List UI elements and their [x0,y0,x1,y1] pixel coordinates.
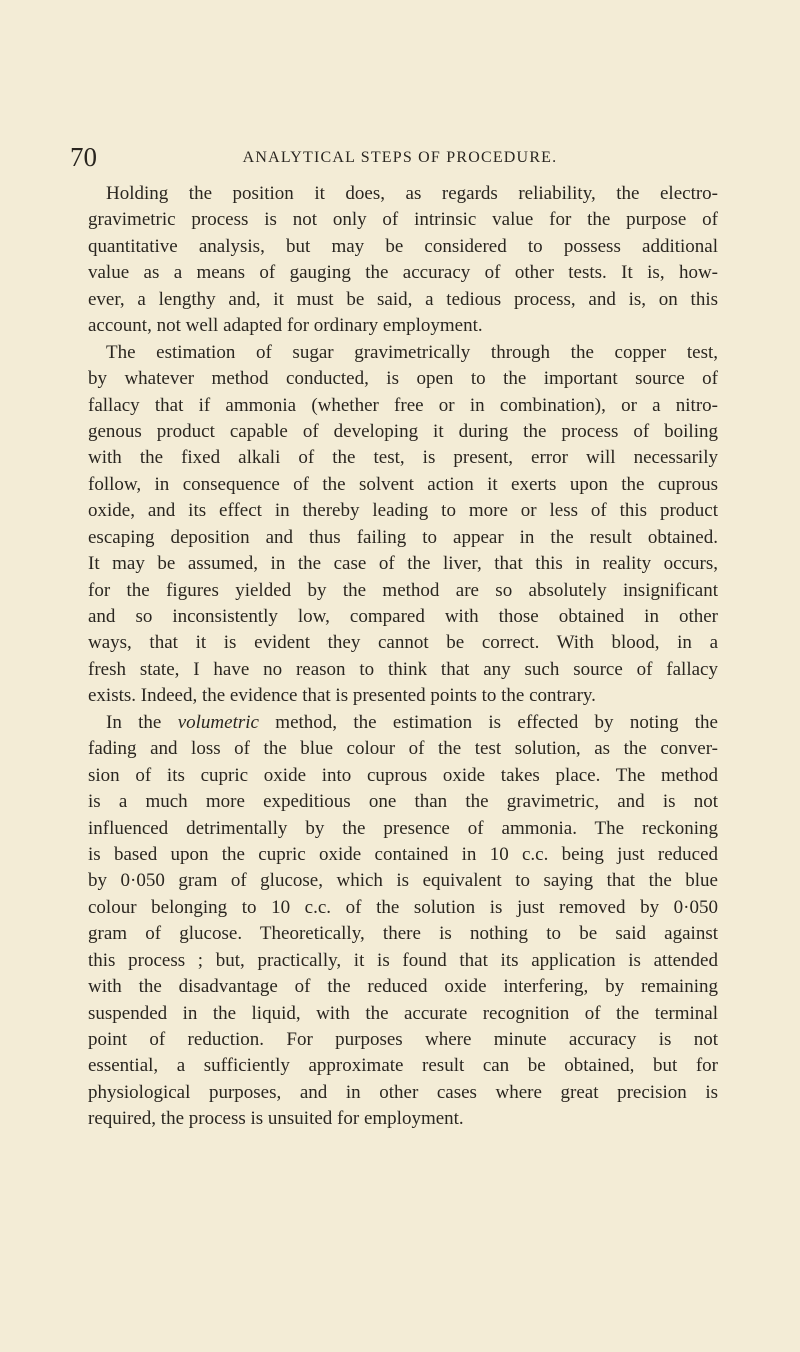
text-line: for the figures yielded by the method are so absolutely insignificant [88,579,718,601]
text-line: is a much more expeditious one than the gravimetric, and is not [88,791,718,813]
text-line: gravimetric process is not only of intrinsic value for the purpose of [88,209,718,231]
text-line: influenced detrimentally by the presence of ammonia. The reckoning [88,817,718,839]
text-line: fading and loss of the blue colour of the test solution, as the conver- [88,738,718,760]
text-line: ever, a lengthy and, it must be said, a tedious process, and is, on this [88,288,718,310]
text-line: and so inconsistently low, compared with those obtained in other [88,606,718,627]
text-line: ways, that it is evident they cannot be correct. With blood, in a [88,632,718,654]
text-line: fresh state, I have no reason to think that any such source of fallacy [88,658,718,680]
page-number: 70 [70,142,97,172]
text-line: It may be assumed, in the case of the liver, that this in reality occurs, [88,553,718,575]
text-line: with the fixed alkali of the test, is present, error will necessarily [88,447,718,469]
text-line: is based upon the cupric oxide contained in 10 c.c. being just reduced [88,843,718,865]
text-line: this process ; but, practically, it is found that its application is attended [88,949,718,971]
text-run: In the [106,711,178,733]
text-line: fallacy that if ammonia (whether free or in combination), or a nitro- [88,394,718,416]
text-line: by whatever method conducted, is open to the important source of [88,368,718,390]
text-line: point of reduction. For purposes where minute accuracy is not [88,1029,718,1050]
text-line: follow, in consequence of the solvent action it exerts upon the cuprous [88,473,718,495]
text-line: quantitative analysis, but may be considered to possess additional [88,235,718,257]
text-line: exists. Indeed, the evidence that is presented points to the contrary. [88,685,596,707]
italic-term: volumetric [177,711,259,733]
page-header [70,142,730,172]
text-line: suspended in the liquid, with the accurate recognition of the terminal [88,1002,718,1024]
text-line [88,710,718,736]
text-line: physiological purposes, and in other cases where great precision is [88,1081,718,1103]
text-line: account, not well adapted for ordinary employment. [88,315,483,337]
body-text [88,181,718,1133]
text-line: colour belonging to 10 c.c. of the solution is just removed by 0·050 [88,896,718,918]
text-line: oxide, and its effect in thereby leading to more or less of this product [88,500,718,522]
text-line: by 0·050 gram of glucose, which is equivalent to saying that the blue [88,870,718,892]
text-line: Holding the position it does, as regards reliability, the electro- [106,183,718,204]
text-line: The estimation of sugar gravimetrically through the copper test, [106,341,718,363]
text-line: escaping deposition and thus failing to appear in the result obtained. [88,526,718,548]
text-line: gram of glucose. Theoretically, there is nothing to be said against [88,923,718,945]
text-line: value as a means of gauging the accuracy of other tests. It is, how- [88,262,718,284]
text-line: required, the process is unsuited for employment. [88,1108,464,1130]
text-run: method, the estimation is effected by noting the [258,711,718,733]
text-line: genous product capable of developing it during the process of boiling [88,420,718,442]
running-head: ANALYTICAL STEPS OF PROCEDURE. [242,149,558,166]
text-line: essential, a sufficiently approximate result can be obtained, but for [88,1055,718,1077]
text-line: sion of its cupric oxide into cuprous oxide takes place. The method [88,764,718,786]
text-line: with the disadvantage of the reduced oxide interfering, by remaining [88,976,718,998]
